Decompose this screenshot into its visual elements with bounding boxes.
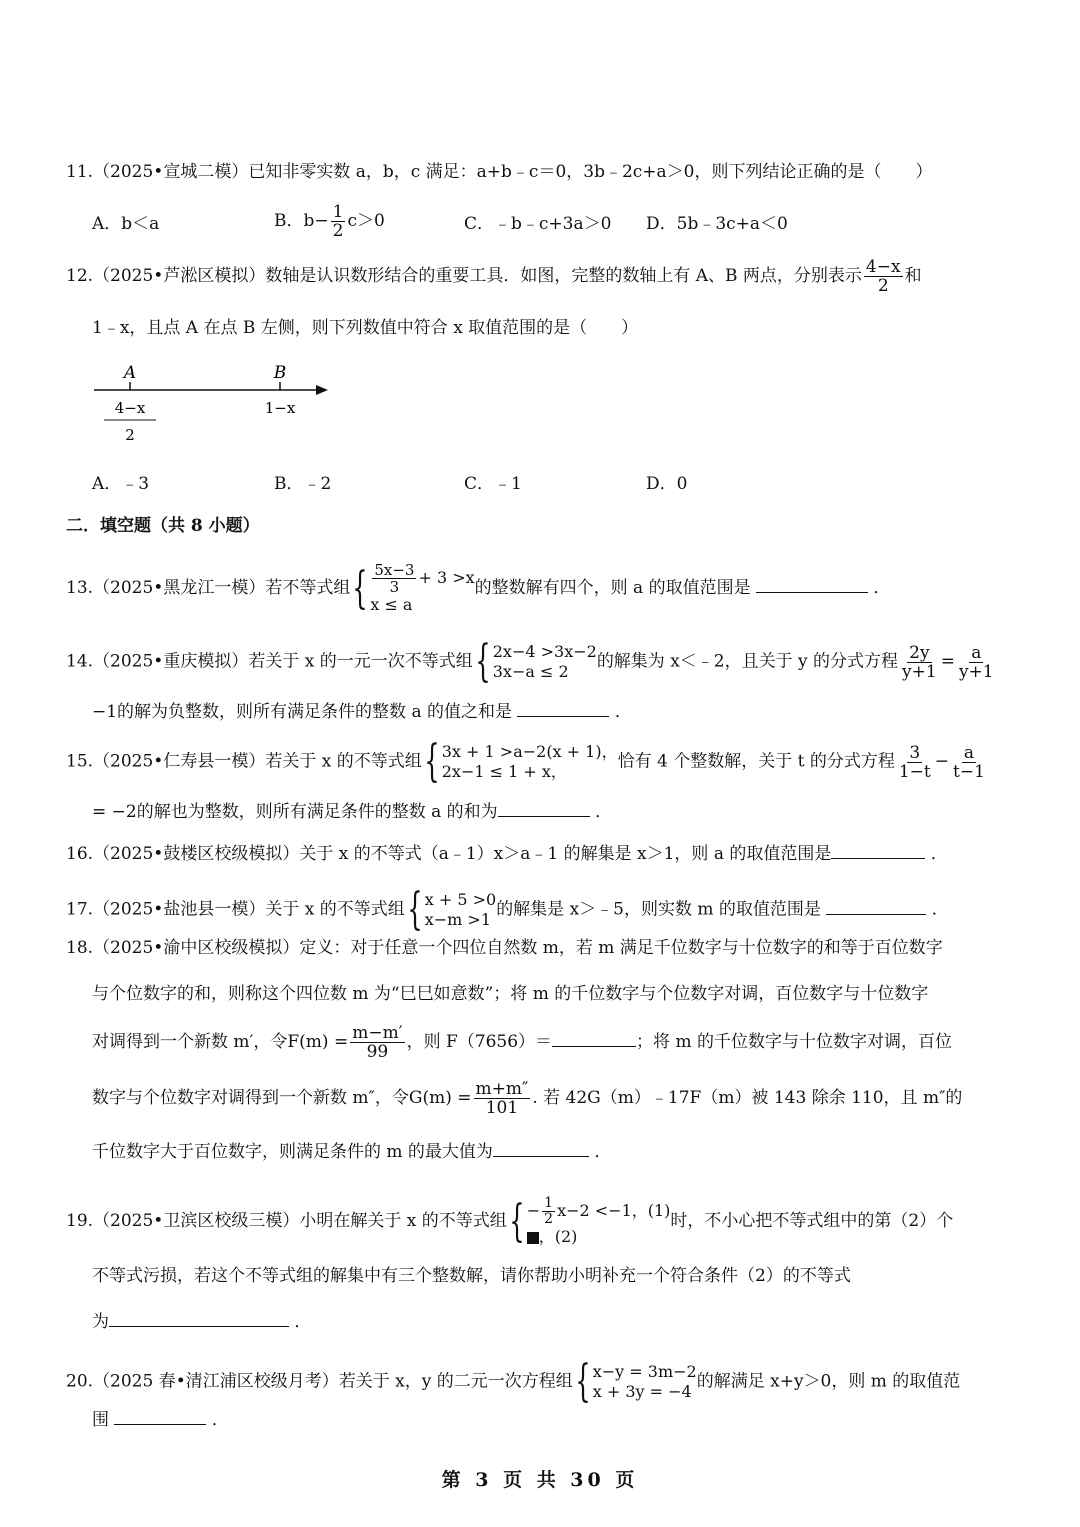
q12-option-a: A．﹣3 (92, 474, 150, 494)
q18-line5-text: 千位数字大于百位数字，则满足条件的 m 的最大值为 (92, 1142, 493, 1162)
q17-row2: x−m >1 (424, 910, 492, 929)
q18-line3 (92, 1024, 952, 1061)
q14-pre: 14.（2025•重庆模拟）若关于 x 的一元一次不等式组 (66, 651, 473, 672)
q12-option-d: D．0 (646, 474, 688, 494)
q19-line3 (92, 1308, 311, 1334)
q20-answer-blank[interactable] (114, 1406, 206, 1425)
q20-brace-icon: { (575, 1356, 591, 1407)
q20-system (573, 1356, 697, 1407)
q15-answer-blank[interactable] (498, 798, 590, 817)
q14-frac1 (900, 644, 939, 681)
q15-frac2 (951, 744, 987, 781)
q12-stem-fraction (864, 258, 903, 295)
q19-row2-post: ，(2) (538, 1227, 578, 1246)
q15 (66, 736, 989, 787)
q20-line2 (92, 1406, 229, 1432)
q19-row1-post: x−2 <−1，(1) (557, 1201, 671, 1220)
point-a-den: 2 (125, 426, 135, 444)
q16 (66, 840, 948, 866)
q18-line4-post: . 若 42G（m）﹣17F（m）被 143 除余 110，且 m″的 (532, 1088, 963, 1108)
q20-period: ． (211, 1410, 229, 1430)
page-footer: 第 3 页 共 30 页 (441, 1469, 639, 1491)
q13-row1-frac (372, 562, 416, 595)
q11-option-a: A．b＜a (92, 214, 160, 234)
q18-line4-num: m+m″ (475, 1079, 529, 1099)
q14-frac2-num: a (971, 642, 982, 663)
q17 (66, 884, 949, 935)
q14-line2-text: −1的解为负整数，则所有满足条件的整数 a 的值之和是 (92, 702, 513, 722)
q13-pre: 13.（2025•黑龙江一模）若不等式组 (66, 578, 351, 598)
q18-line3-post: ；将 m 的千位数字与十位数字对调，百位 (636, 1032, 952, 1052)
point-a-label: A (123, 363, 137, 383)
q17-brace-icon: { (407, 884, 423, 935)
point-b-label: B (273, 363, 287, 383)
q19-system (507, 1196, 671, 1247)
q15-frac1 (897, 744, 933, 781)
q19-row1 (527, 1196, 671, 1227)
q13-system (350, 562, 474, 615)
number-line-figure (90, 360, 350, 455)
q17-post: 的解集是 x＞﹣5，则实数 m 的取值范围是 (496, 899, 821, 920)
q12-stem-frac-den: 2 (877, 276, 889, 296)
q13-row2: x ≤ a (370, 595, 413, 614)
q13-post: 的整数解有四个，则 a 的取值范围是 (474, 578, 751, 598)
q11-option-c: C．﹣b﹣c+3a＞0 (464, 214, 612, 234)
q15-line2 (92, 798, 612, 824)
q14-mid: 的解集为 x＜﹣2，且关于 y 的分式方程 (596, 651, 899, 672)
q19-pre: 19.（2025•卫滨区校级三模）小明在解关于 x 的不等式组 (66, 1211, 507, 1231)
q15-brace-icon: { (424, 736, 440, 787)
q18-line1: 18.（2025•渝中区校级模拟）定义：对于任意一个四位自然数 m，若 m 满足千位数字与十位数字的和等于百位数字 (66, 938, 943, 958)
q12-line2: 1﹣x，且点 A 在点 B 左侧，则下列数值中符合 x 取值范围的是（ ） (92, 318, 639, 338)
q18-line3-pre: 对调得到一个新数 m′，令F(m) = (92, 1032, 349, 1052)
q14-brace-icon: { (475, 636, 491, 687)
q19-post: 时，不小心把不等式组中的第（2）个 (670, 1211, 954, 1231)
q16-answer-blank[interactable] (831, 840, 925, 859)
q19-row1-num: 1 (544, 1195, 554, 1211)
q14-frac1-num: 2y (909, 642, 930, 663)
q18-line5 (92, 1138, 611, 1164)
q11-option-d: D．5b﹣3c+a＜0 (646, 214, 788, 234)
q18-line4 (92, 1080, 962, 1117)
q20-pre: 20.（2025 春•清江浦区校级月考）若关于 x，y 的二元一次方程组 (66, 1371, 573, 1392)
q19-period: ． (294, 1312, 312, 1332)
section-heading: 二．填空题（共 8 小题） (66, 516, 260, 536)
q15-line2-text: = −2的解也为整数，则所有满足条件的整数 a 的和为 (92, 802, 498, 822)
q18-period: ． (594, 1142, 612, 1162)
q18-line3-frac (350, 1024, 404, 1061)
q20 (66, 1356, 961, 1407)
point-a-num: 4−x (114, 399, 146, 417)
q16-text: 16.（2025•鼓楼区校级模拟）关于 x 的不等式（a﹣1）x＞a﹣1 的解集是 x＞1，则 a 的取值范围是 (66, 844, 832, 864)
q15-frac2-den: t−1 (953, 761, 985, 782)
q16-period: ． (930, 844, 948, 864)
q14-row2: 3x−a ≤ 2 (492, 662, 569, 681)
q14-rows (493, 642, 597, 682)
q13-row1-post: + 3 >x (418, 568, 475, 587)
q19-row2 (527, 1227, 671, 1247)
q18-answer-blank-1[interactable] (552, 1028, 636, 1047)
q15-row2: 2x−1 ≤ 1 + x， (441, 762, 567, 781)
q19-rows (527, 1196, 671, 1247)
number-line-arrow-icon (316, 385, 328, 395)
q14-system (473, 636, 597, 687)
q13-row1-den: 3 (389, 578, 400, 596)
q14-frac1-den: y+1 (902, 661, 937, 682)
q12-option-c: C．﹣1 (464, 474, 522, 494)
number-line-svg (90, 360, 350, 450)
q17-system (405, 884, 497, 935)
q17-pre: 17.（2025•盐池县一模）关于 x 的不等式组 (66, 899, 405, 920)
q18-line4-frac (474, 1080, 531, 1117)
q17-answer-blank[interactable] (826, 896, 926, 915)
q11-option-b-den: 2 (332, 221, 344, 241)
q13 (66, 562, 890, 615)
q11-option-b-fraction (331, 203, 346, 240)
q15-rows (442, 742, 618, 782)
q14-frac2 (957, 644, 996, 681)
q20-line2-text: 围 (92, 1410, 109, 1430)
q15-row1: 3x + 1 >a−2(x + 1)， (441, 742, 618, 761)
q18-line2: 与个位数字的和，则称这个四位数 m 为“巳巳如意数”；将 m 的千位数字与个位数字对调，百位数字与十位数字 (92, 984, 929, 1004)
smudge-icon (527, 1232, 539, 1244)
q14 (66, 636, 998, 687)
q11-stem: 11.（2025•宣城二模）已知非零实数 a，b，c 满足：a+b﹣c＝0，3b﹣2c+a＞0，则下列结论正确的是（ ） (66, 162, 933, 182)
q13-row1-num: 5x−3 (374, 561, 415, 579)
q19-answer-blank[interactable] (109, 1308, 289, 1327)
q11-option-b-pre: B．b− (274, 211, 329, 231)
q15-pre: 15.（2025•仁寿县一模）若关于 x 的不等式组 (66, 751, 422, 772)
q20-row2: x + 3y = −4 (592, 1382, 692, 1401)
q17-period: ． (931, 899, 949, 920)
q11-option-b-post: c＞0 (347, 211, 385, 231)
q17-rows (425, 890, 496, 930)
q18-line4-pre: 数字与个位数字对调得到一个新数 m″，令G(m) = (92, 1088, 472, 1108)
q14-eq: = (940, 651, 955, 672)
q20-post: 的解满足 x+y＞0，则 m 的取值范 (696, 1371, 961, 1392)
q19-line2: 不等式污损，若这个不等式组的解集中有三个整数解，请你帮助小明补充一个符合条件（2）的不等式 (92, 1266, 851, 1286)
q13-period: ． (873, 578, 891, 598)
q15-frac1-den: 1−t (898, 761, 931, 782)
q18-answer-blank-2[interactable] (493, 1138, 589, 1157)
q18-line3-den: 99 (366, 1042, 389, 1062)
q15-period: ． (595, 802, 613, 822)
q19-line3-text: 为 (92, 1312, 109, 1332)
q14-period: ． (614, 702, 632, 722)
q15-minus: − (934, 751, 950, 772)
q12-option-b: B．﹣2 (274, 474, 332, 494)
q13-row1 (370, 562, 474, 595)
q15-mid: 恰有 4 个整数解，关于 t 的分式方程 (617, 751, 895, 772)
q12-stem-post: 和 (904, 266, 922, 286)
q17-row1: x + 5 >0 (424, 890, 497, 909)
q11-option-b-num: 1 (332, 202, 344, 222)
q19 (66, 1196, 953, 1247)
point-b-value: 1−x (264, 399, 296, 417)
q20-row1: x−y = 3m−2 (592, 1362, 697, 1381)
q19-row1-den: 2 (544, 1211, 554, 1227)
q19-brace-icon: { (509, 1195, 525, 1247)
q13-rows (370, 562, 474, 615)
q15-frac1-num: 3 (909, 742, 921, 763)
q19-row1-sign: − (526, 1201, 541, 1220)
q11-option-b (274, 203, 385, 240)
q19-row1-frac (542, 1196, 555, 1227)
q14-row1: 2x−4 >3x−2 (492, 642, 597, 661)
q18-line4-den: 101 (485, 1098, 519, 1118)
q12-stem-frac-num: 4−x (865, 257, 901, 277)
q18-line3-num: m−m′ (352, 1023, 403, 1043)
q14-frac2-den: y+1 (958, 661, 994, 682)
q14-answer-blank[interactable] (517, 698, 609, 717)
q13-brace-icon: { (352, 562, 369, 614)
q14-line2 (92, 698, 632, 724)
q18-line3-mid: ，则 F（7656）＝ (406, 1032, 553, 1052)
q12-stem (66, 258, 922, 295)
q20-rows (593, 1362, 697, 1402)
q13-answer-blank[interactable] (756, 574, 868, 593)
q12-stem-pre: 12.（2025•芦淞区模拟）数轴是认识数形结合的重要工具．如图，完整的数轴上有 A、B 两点，分别表示 (66, 266, 862, 286)
q15-frac2-num: a (963, 742, 975, 763)
q15-system (422, 736, 618, 787)
